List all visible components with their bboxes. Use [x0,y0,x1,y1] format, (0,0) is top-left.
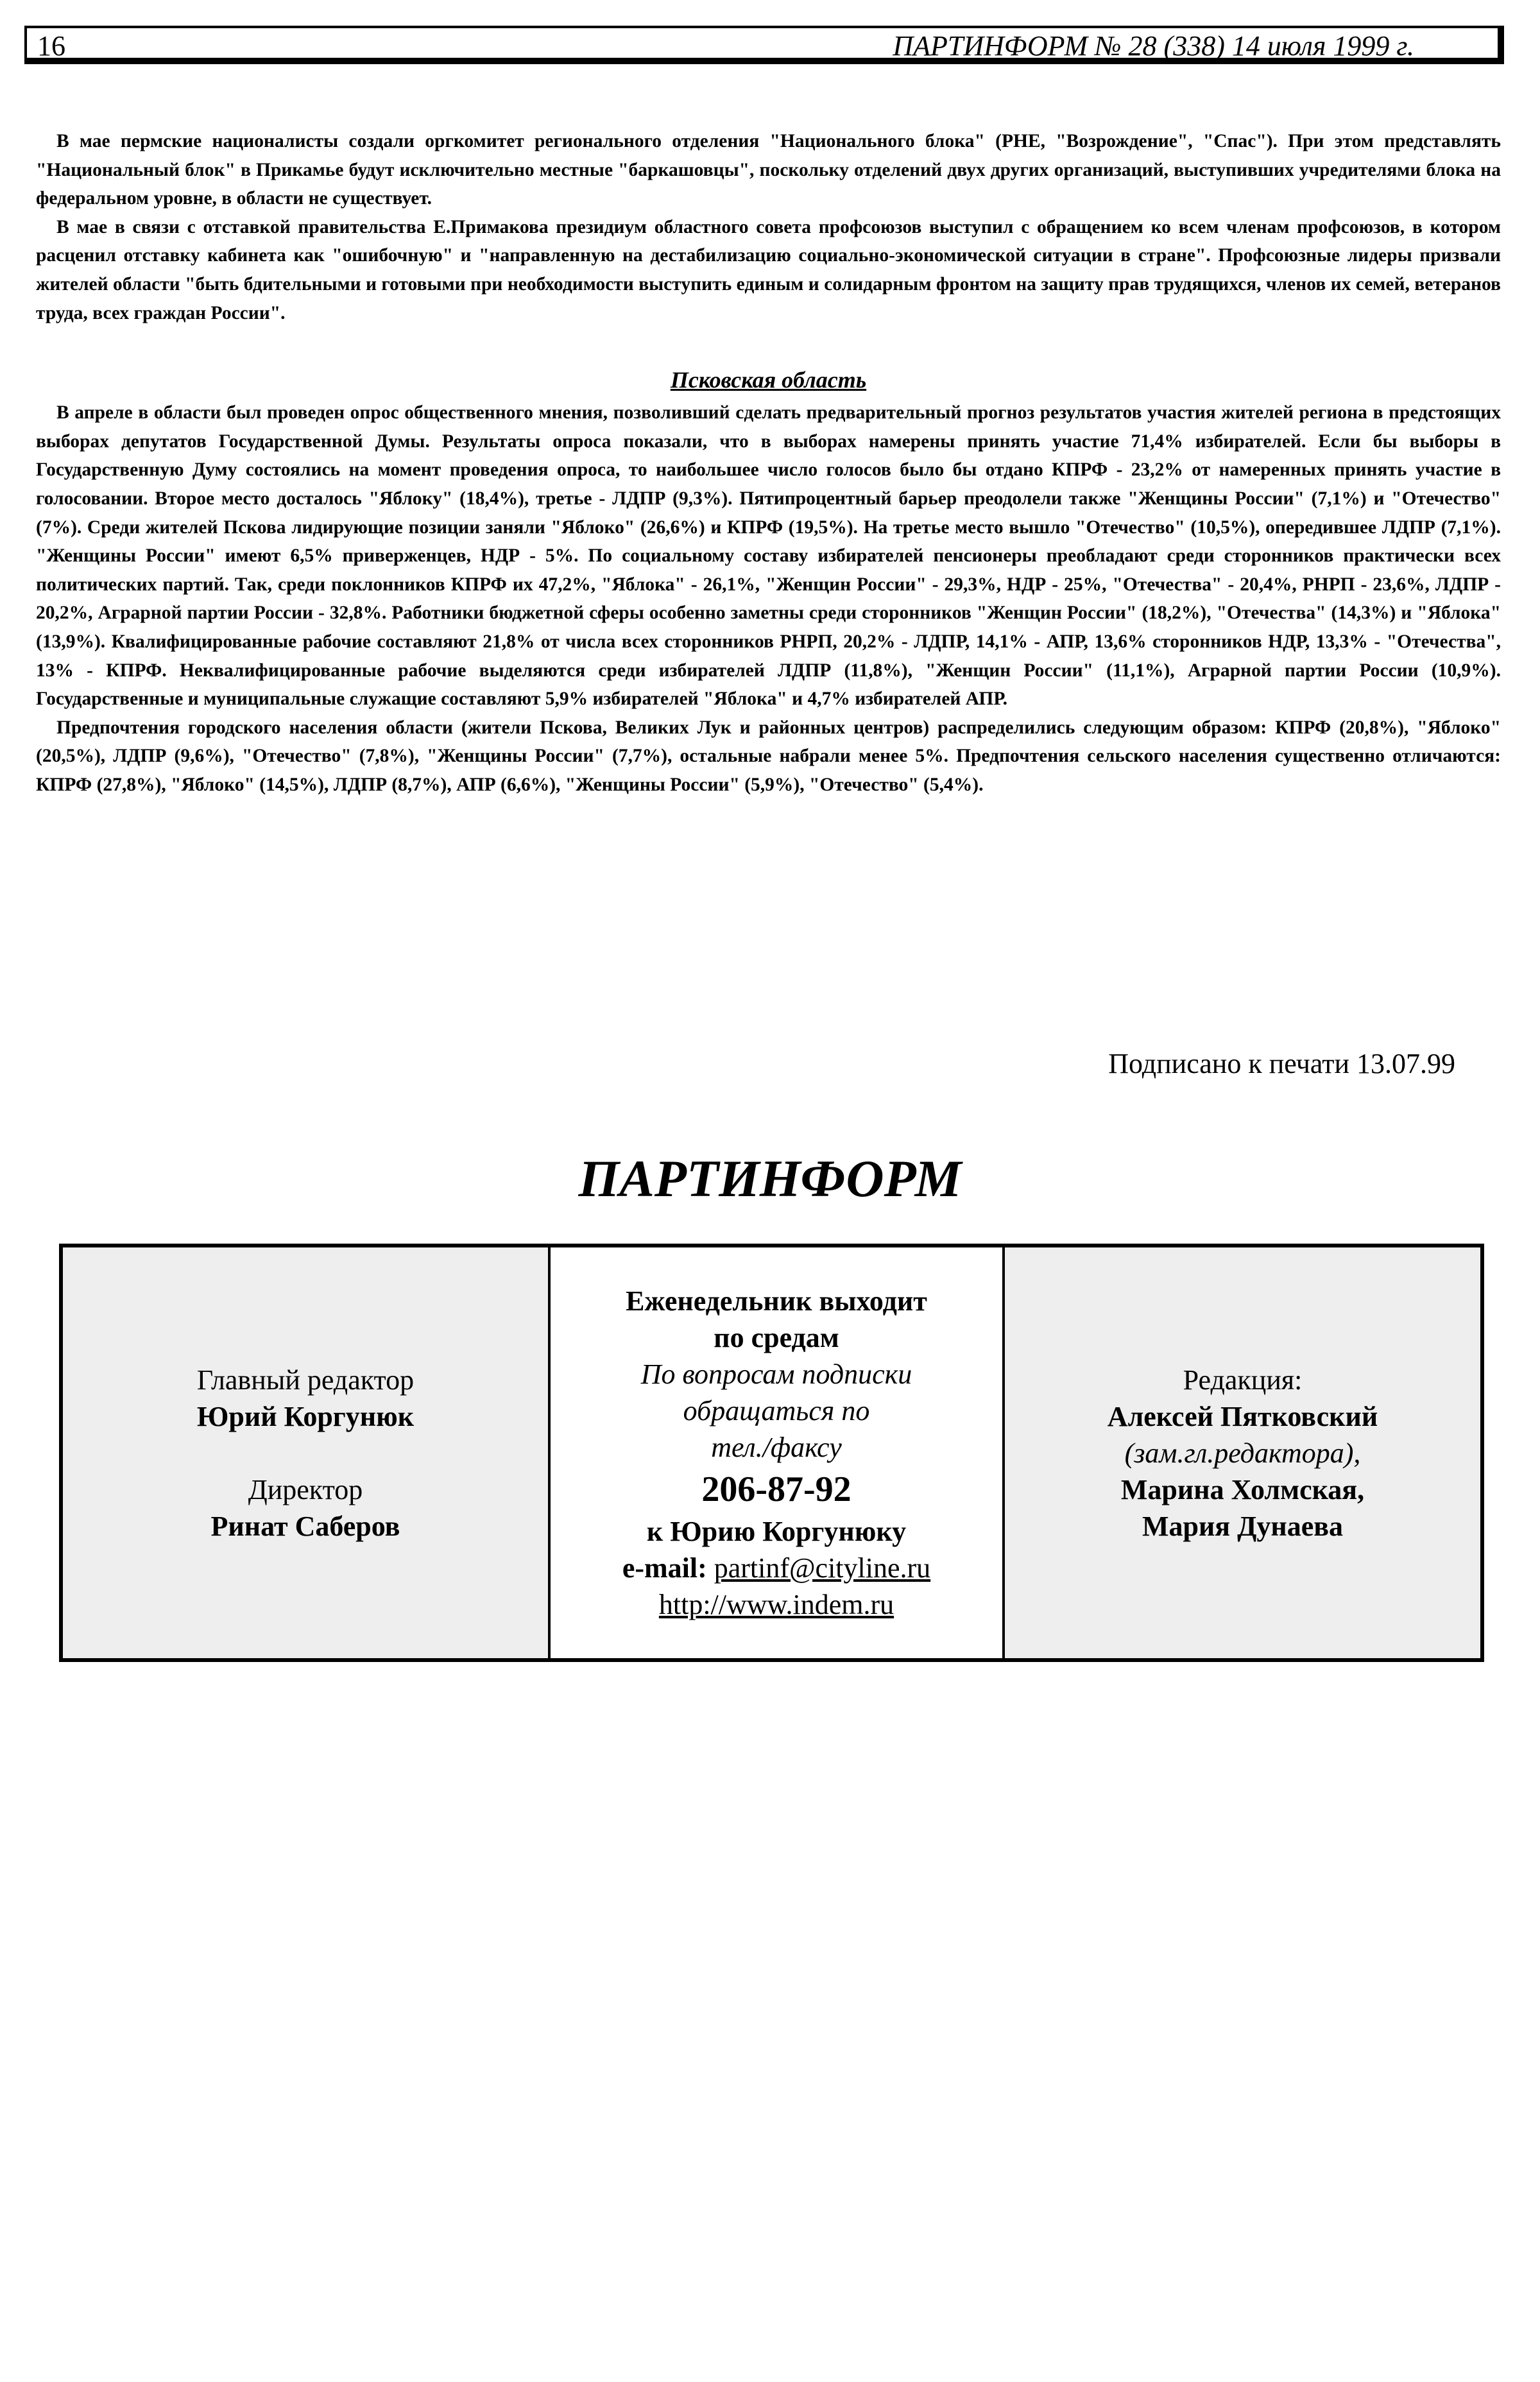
weekly-line-1: Еженедельник выходит [626,1285,927,1317]
director-name: Ринат Саберов [210,1510,400,1542]
section-title-pskov: Псковская область [670,367,867,393]
masthead-title: ПАРТИНФОРМ [578,1149,962,1208]
email-label: e-mail: [622,1552,707,1584]
paragraph-pskov-2: Предпочтения городского населения области (жители Пскова, Великих Лук и районных центров) распределились следующим образом: КПРФ (20,8%), "Яблоко" (20,5%), ЛДПР (9,6%), "Отечество" (7,8%), "Женщины России" (7,7%), остальные набрали менее 5%. Предпочтения сельского населения существенно отличаются: КПРФ (27,8%), "Яблоко" (14,5%), ЛДПР (8,7%), АПР (6,6%), "Женщины России" (5,9%), "Отечество" (5,4%). [36,717,1501,795]
chief-editor-label: Главный редактор [196,1364,415,1396]
paragraph-perm-2: В мае в связи с отставкой правительства Е.Примакова президиум областного совета профсоюзов выступил с обращением ко всем членам профсоюзов, в котором расценил отставку кабинета как "ошибочную" и "направленную на дестабилизацию социально-экономической ситуации в стране". Профсоюзные лидеры призвали жителей области "быть бдительными и готовыми при необходимости выступить единым и солидарным фронтом на защиту прав трудящихся, членов их семей, ветеранов труда, всех граждан России". [36,216,1501,323]
imprint-editorial-staff [1005,1247,1480,1658]
email-link[interactable]: partinf@cityline.ru [714,1552,931,1584]
signed-to-print: Подписано к печати 13.07.99 [1108,1048,1455,1079]
subscription-line-3: тел./факсу [711,1432,842,1463]
editorial-label: Редакция: [1183,1364,1303,1396]
page-header [24,26,1504,64]
contact-person: к Юрию Коргунюку [646,1516,907,1547]
page-number: 16 [37,30,65,62]
director-label: Директор [248,1473,363,1505]
paragraph-pskov-1: В апреле в области был проведен опрос общественного мнения, позволивший сделать предварительный прогноз результатов участия жителей региона в предстоящих выборах депутатов Государственной Думы. Результаты опроса показали, что в выборах намерены принять участие 71,4% избирателей. Если бы выборы в Государственную Думу состоялись на момент проведения опроса, то наибольшее число голосов было бы отдано КПРФ - 23,2% от намеренных принять участие в голосовании. Второе место досталось "Яблоку" (18,4%), третье - ЛДПР (9,3%). Пятипроцентный барьер преодолели также "Женщины России" (7,1%) и "Отечество" (7%). Среди жителей Пскова лидирующие позиции заняли "Яблоко" (26,6%) и КПРФ (19,5%). На третье место вышло "Отечество" (10,5%), опередившее ЛДПР (7,1%). "Женщины России" имеют 6,5% приверженцев, НДР - 5%. По социальному составу избирателей пенсионеры преобладают среди сторонников практически всех политических партий. Так, среди поклонников КПРФ их 47,2%, "Яблока" - 26,1%, "Женщин России" - 29,3%, НДР - 25%, "Отечества" - 20,4%, РНРП - 23,6%, ЛДПР - 20,2%, Аграрной партии России - 32,8%. Работники бюджетной сферы особенно заметны среди сторонников "Женщин России" (18,2%), "Отечества" (14,3%) и "Яблока" (13,9%). Квалифицированные рабочие составляют 21,8% от числа всех сторонников РНРП, 20,2% - ЛДПР, 14,1% - АПР, 13,6% сторонников НДР, 13,3% - "Отечества", 13% - КПРФ. Неквалифицированные рабочие выделяются среди избирателей ЛДПР (11,8%), "Женщин России" (11,1%), Аграрной партии России (10,9%). Государственные и муниципальные служащие составляют 5,9% избирателей "Яблока" и 4,7% избирателей АПР. [36,402,1501,710]
imprint-box [59,1244,1484,1662]
issue-title: ПАРТИНФОРМ № 28 (338) 14 июля 1999 г. [893,30,1414,62]
phone-number: 206-87-92 [701,1469,851,1509]
staff-name-2: Марина Холмская, [1120,1473,1365,1505]
website-link[interactable]: http://www.indem.ru [658,1589,894,1620]
paragraph-perm-1: В мае пермские националисты создали оргкомитет регионального отделения "Национального блока" (РНЕ, "Возрождение", "Спас"). При этом представлять "Национальный блок" в Прикамье будут исключительно местные "баркашовцы", поскольку отделений двух других организаций, выступивших учредителями блока на федеральном уровне, в области не существует. [36,131,1501,209]
weekly-line-2: по средам [714,1322,839,1353]
deputy-editor-role: (зам.гл.редактора), [1124,1437,1361,1469]
subscription-line-2: обращаться по [683,1395,870,1427]
article-body [36,127,1501,799]
imprint-editors [63,1247,551,1658]
deputy-editor-name: Алексей Пятковский [1107,1400,1378,1432]
staff-name-3: Мария Дунаева [1142,1510,1344,1542]
chief-editor-name: Юрий Коргунюк [196,1400,415,1432]
email-line [551,1550,1002,1586]
imprint-contacts [551,1247,1005,1658]
subscription-line-1: По вопросам подписки [640,1358,912,1390]
